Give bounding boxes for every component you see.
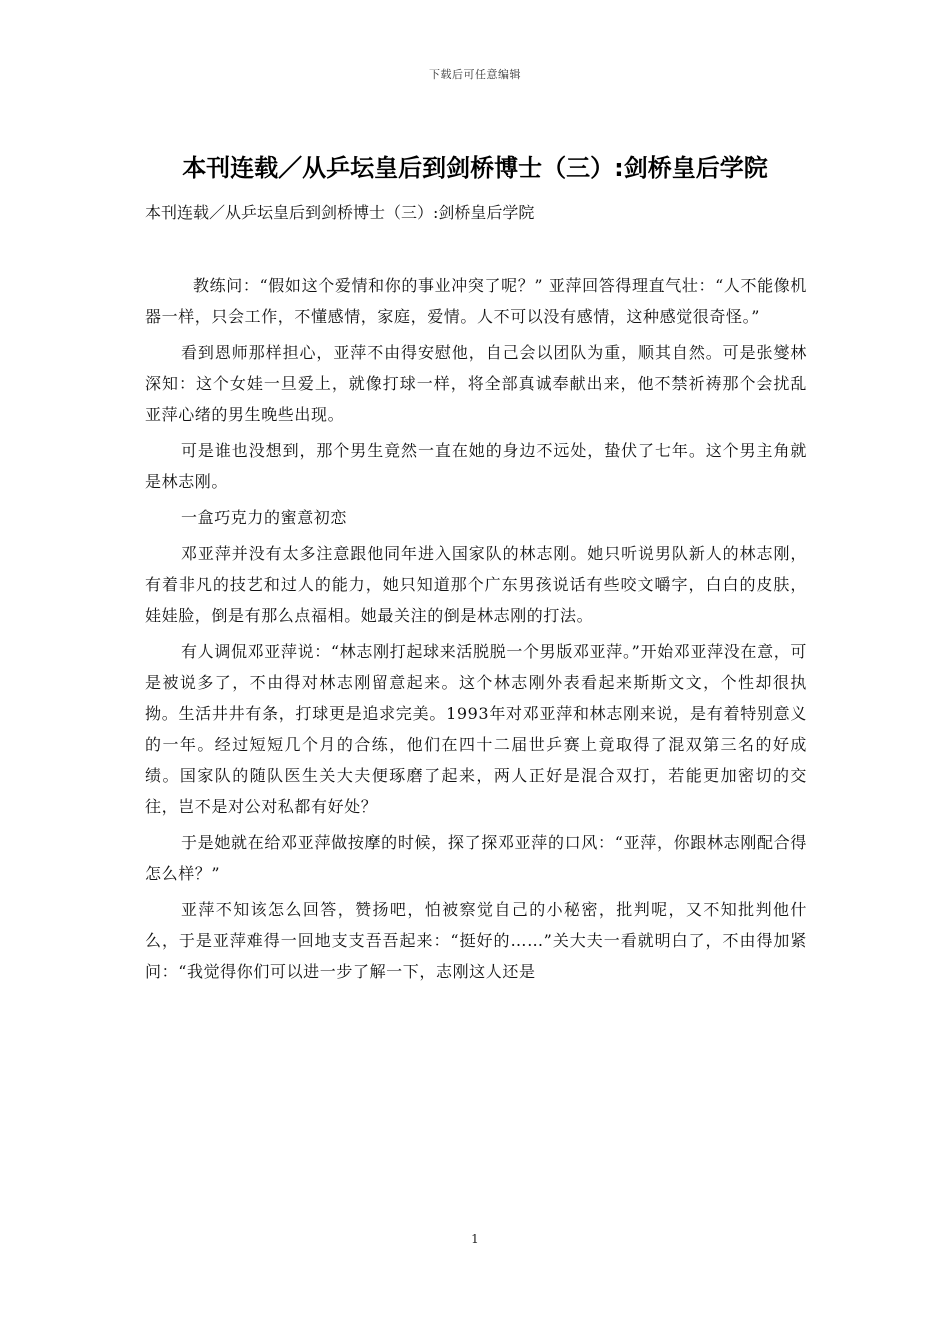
page-number: 1	[471, 1232, 479, 1246]
paragraph: 教练问：“假如这个爱情和你的事业冲突了呢？” 亚萍回答得理直气壮：“人不能像机器一样，只会工作，不懂感情，家庭，爱情。人不可以没有感情，这种感觉很奇怪。”	[145, 276, 807, 326]
paragraph: 邓亚萍并没有太多注意跟他同年进入国家队的林志刚。她只听说男队新人的林志刚，有着非凡的技艺和过人的能力，她只知道那个广东男孩说话有些咬文嚼字，白白的皮肤，娃娃脸，倒是有那么点福相。她最关注的倒是林志刚的打法。	[145, 544, 807, 625]
document-title: 本刊连载／从乒坛皇后到剑桥博士（三）:剑桥皇后学院	[182, 154, 768, 182]
section-heading: 一盒巧克力的蜜意初恋	[181, 508, 348, 527]
article-body	[145, 270, 807, 992]
paragraph: 可是谁也没想到，那个男生竟然一直在她的身边不远处，蛰伏了七年。这个男主角就是林志刚。	[145, 441, 807, 491]
paragraph: 看到恩师那样担心，亚萍不由得安慰他，自己会以团队为重，顺其自然。可是张燮林深知：这个女娃一旦爱上，就像打球一样，将全部真诚奉献出来，他不禁祈祷那个会扰乱亚萍心绪的男生晚些出现。	[145, 343, 807, 424]
paragraph: 有人调侃邓亚萍说：“林志刚打起球来活脱脱一个男版邓亚萍。”开始邓亚萍没在意，可是被说多了，不由得对林志刚留意起来。这个林志刚外表看起来斯斯文文，个性却很执拗。生活井井有条，打球更是追求完美。1993年对邓亚萍和林志刚来说，是有着特别意义的一年。经过短短几个月的合练，他们在四十二届世乒赛上竟取得了混双第三名的好成绩。国家队的随队医生关大夫便琢磨了起来，两人正好是混合双打，若能更加密切的交往，岂不是对公对私都有好处？	[145, 642, 807, 816]
document-subtitle: 本刊连载／从乒坛皇后到剑桥博士（三）:剑桥皇后学院	[145, 203, 535, 222]
paragraph: 于是她就在给邓亚萍做按摩的时候，探了探邓亚萍的口风：“亚萍，你跟林志刚配合得怎么样？”	[145, 833, 807, 883]
page-header-note: 下载后可任意编辑	[429, 68, 521, 81]
paragraph: 亚萍不知该怎么回答，赞扬吧，怕被察觉自己的小秘密，批判呢，又不知批判他什么，于是亚萍难得一回地支支吾吾起来：“挺好的……”关大夫一看就明白了，不由得加紧问：“我觉得你们可以进一步了解一下，志刚这人还是	[145, 900, 807, 981]
